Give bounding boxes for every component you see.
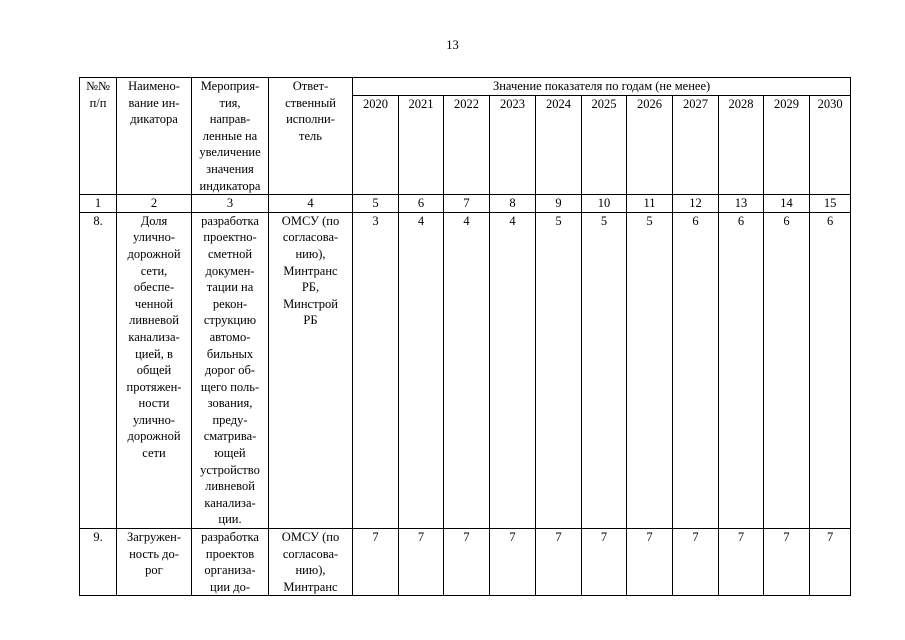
header-year: 2020 — [353, 96, 399, 195]
executor-text: ОМСУ (по согласова- нию), Минтранс — [269, 529, 353, 596]
table-row — [80, 529, 851, 596]
header-values-group: Значение показателя по годам (не менее) — [353, 78, 851, 96]
table-row — [80, 212, 851, 528]
column-number: 8 — [490, 195, 536, 213]
column-number: 4 — [269, 195, 353, 213]
year-value: 7 — [582, 529, 627, 596]
year-value: 6 — [764, 212, 810, 528]
header-year: 2025 — [582, 96, 627, 195]
column-number: 5 — [353, 195, 399, 213]
header-year: 2028 — [719, 96, 764, 195]
measures-text: разработка проектов организа- ции до- — [192, 529, 269, 596]
year-value: 7 — [444, 529, 490, 596]
year-value: 6 — [719, 212, 764, 528]
column-number: 6 — [399, 195, 444, 213]
header-year: 2023 — [490, 96, 536, 195]
indicator-name: Доля улично- дорожной сети, обеспе- ченной ливневой канализа- цией, в общей протяжен- ности улично- дорожной сети — [117, 212, 192, 528]
column-numbers-row — [80, 195, 851, 213]
year-value: 5 — [536, 212, 582, 528]
year-value: 4 — [490, 212, 536, 528]
column-number: 3 — [192, 195, 269, 213]
header-year: 2021 — [399, 96, 444, 195]
header-executor: Ответ- ственный исполни- тель — [269, 78, 353, 195]
year-value: 7 — [673, 529, 719, 596]
year-value: 7 — [353, 529, 399, 596]
header-row — [80, 78, 851, 96]
header-year: 2022 — [444, 96, 490, 195]
header-year: 2026 — [627, 96, 673, 195]
row-number: 9. — [80, 529, 117, 596]
column-number: 2 — [117, 195, 192, 213]
header-measures: Мероприя- тия, направ- ленные на увеличение значения индикатора — [192, 78, 269, 195]
header-year: 2027 — [673, 96, 719, 195]
column-number: 9 — [536, 195, 582, 213]
column-number: 1 — [80, 195, 117, 213]
column-number: 10 — [582, 195, 627, 213]
year-value: 5 — [627, 212, 673, 528]
year-value: 7 — [490, 529, 536, 596]
year-value: 7 — [764, 529, 810, 596]
column-number: 15 — [810, 195, 851, 213]
column-number: 14 — [764, 195, 810, 213]
header-num: №№ п/п — [80, 78, 117, 195]
indicator-name: Загружен- ность до- рог — [117, 529, 192, 596]
page-number: 13 — [446, 38, 459, 52]
year-value: 4 — [399, 212, 444, 528]
header-year: 2029 — [764, 96, 810, 195]
executor-text: ОМСУ (по согласова- нию), Минтранс РБ, Минстрой РБ — [269, 212, 353, 528]
year-value: 7 — [536, 529, 582, 596]
column-number: 12 — [673, 195, 719, 213]
indicators-table — [79, 77, 851, 596]
header-indicator: Наимено- вание ин- дикатора — [117, 78, 192, 195]
header-year: 2030 — [810, 96, 851, 195]
year-value: 7 — [719, 529, 764, 596]
column-number: 13 — [719, 195, 764, 213]
column-number: 7 — [444, 195, 490, 213]
column-number: 11 — [627, 195, 673, 213]
year-value: 6 — [673, 212, 719, 528]
measures-text: разработка проектно- сметной докумен- тации на рекон- струкцию автомо- бильных дорог об- щего поль- зования, преду- сматрива- ющей устройство ливневой канализа- ции. — [192, 212, 269, 528]
year-value: 7 — [810, 529, 851, 596]
row-number: 8. — [80, 212, 117, 528]
year-value: 5 — [582, 212, 627, 528]
year-value: 7 — [627, 529, 673, 596]
year-value: 7 — [399, 529, 444, 596]
year-value: 4 — [444, 212, 490, 528]
year-value: 3 — [353, 212, 399, 528]
year-value: 6 — [810, 212, 851, 528]
header-year: 2024 — [536, 96, 582, 195]
